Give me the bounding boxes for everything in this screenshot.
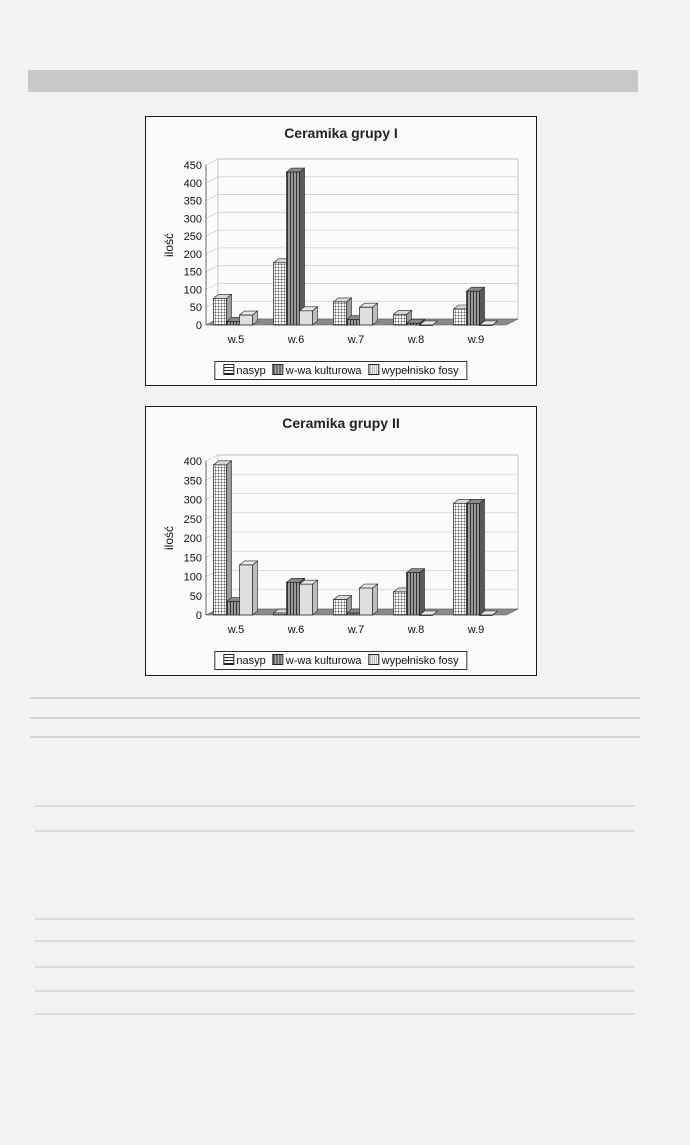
bar [300,311,313,325]
bar [240,565,253,615]
bar [407,323,420,325]
y-tick-label: 0 [195,610,202,622]
y-tick-label: 100 [183,571,202,584]
legend-item-fosa [369,654,459,667]
legend-label: nasyp [236,365,266,377]
bar-side [480,287,485,325]
bar [274,263,287,325]
bar [467,291,480,325]
legend-item-warstwa [273,364,362,377]
bar-side [480,499,485,615]
gridline-side [206,159,218,165]
y-tick-label: 400 [183,456,202,468]
faint-text-line [35,966,635,968]
bar [274,613,287,615]
legend-label: w-wa kulturowa [285,365,362,377]
legend-item-nasyp [223,654,265,667]
bar [347,613,360,615]
bar [360,307,373,325]
y-tick-label: 450 [183,160,202,172]
gridline-side [206,177,218,183]
legend-swatch-grid [223,364,234,375]
y-tick-label: 300 [183,213,202,226]
x-tick-label: w.5 [227,624,245,636]
bar [360,588,373,615]
faint-caption-line [30,736,640,738]
y-tick-label: 200 [183,248,202,261]
chart-ceramika-grupy-ii [145,406,537,676]
chart-title: Ceramika grupy I [284,125,398,141]
faint-text-line [35,990,635,992]
legend [214,361,467,380]
faint-text-line [35,830,635,832]
bar [420,615,433,616]
faint-text-line [35,805,635,807]
y-tick-label: 250 [183,231,202,244]
gridline-side [206,230,218,236]
x-tick-label: w.7 [347,624,365,636]
legend-swatch-vertical [273,364,284,375]
bar [334,302,347,325]
legend-label: wypełnisko fosy [381,365,459,377]
gridline-side [206,455,218,461]
bar-side [420,569,425,615]
legend-item-warstwa [273,654,362,667]
x-tick-label: w.6 [287,334,305,346]
faint-caption-line [30,717,640,719]
legend-label: wypełnisko fosy [381,655,459,667]
bar [420,325,433,326]
bar-side [300,168,305,325]
legend-item-fosa [369,364,459,377]
y-tick-label: 0 [195,320,202,332]
x-tick-label: w.9 [467,334,485,346]
bar [227,321,240,325]
bar-side [227,461,232,615]
x-tick-label: w.9 [467,624,485,636]
bar [394,592,407,615]
x-tick-label: w.5 [227,334,245,346]
y-axis-label: ilość [162,232,176,258]
legend [214,651,467,670]
bar [240,315,253,325]
y-tick-label: 250 [183,513,202,526]
bar [214,298,227,325]
faint-caption-line [30,697,640,699]
gridline-side [206,283,218,289]
chart-title: Ceramika grupy II [282,415,400,431]
legend-swatch-vertical [273,654,284,665]
y-axis-label: ilość [162,525,176,551]
bar [454,503,467,615]
legend-swatch-dots [369,654,380,665]
y-tick-label: 150 [183,552,202,565]
y-tick-label: 400 [183,177,202,190]
bar [407,573,420,615]
y-tick-label: 50 [189,590,202,603]
bar [287,172,300,325]
legend-swatch-dots [369,364,380,375]
y-tick-label: 150 [183,266,202,279]
bar [454,309,467,325]
x-tick-label: w.8 [407,624,425,636]
y-tick-label: 350 [183,475,202,488]
chart-ceramika-grupy-i [145,116,537,386]
y-tick-label: 300 [183,494,202,507]
x-tick-label: w.7 [347,334,365,346]
bar [480,615,493,616]
gridline-side [206,212,218,218]
faint-text-line [35,940,635,942]
legend-item-nasyp [223,364,265,377]
header-band [28,70,638,92]
legend-label: w-wa kulturowa [285,655,362,667]
y-tick-label: 100 [183,284,202,297]
gridline-side [206,248,218,254]
chart-svg [146,407,538,677]
bar-side [253,561,258,615]
x-tick-label: w.8 [407,334,425,346]
y-tick-label: 200 [183,533,202,545]
bar [214,465,227,615]
y-tick-label: 350 [183,195,202,208]
bar [347,320,360,325]
gridline-side [206,266,218,272]
legend-swatch-grid [223,654,234,665]
bar [334,600,347,615]
faint-text-line [35,1013,635,1015]
legend-label: nasyp [236,655,266,667]
bar-side [313,580,318,615]
bar [300,584,313,615]
bar-side [373,584,378,615]
bar [394,314,407,325]
y-tick-label: 50 [189,302,202,315]
bar [467,503,480,615]
x-tick-label: w.6 [287,624,305,636]
bar [480,325,493,326]
bar [287,582,300,615]
chart-svg [146,117,538,387]
faint-text-line [35,918,635,920]
bar [227,602,240,615]
gridline-side [206,195,218,201]
